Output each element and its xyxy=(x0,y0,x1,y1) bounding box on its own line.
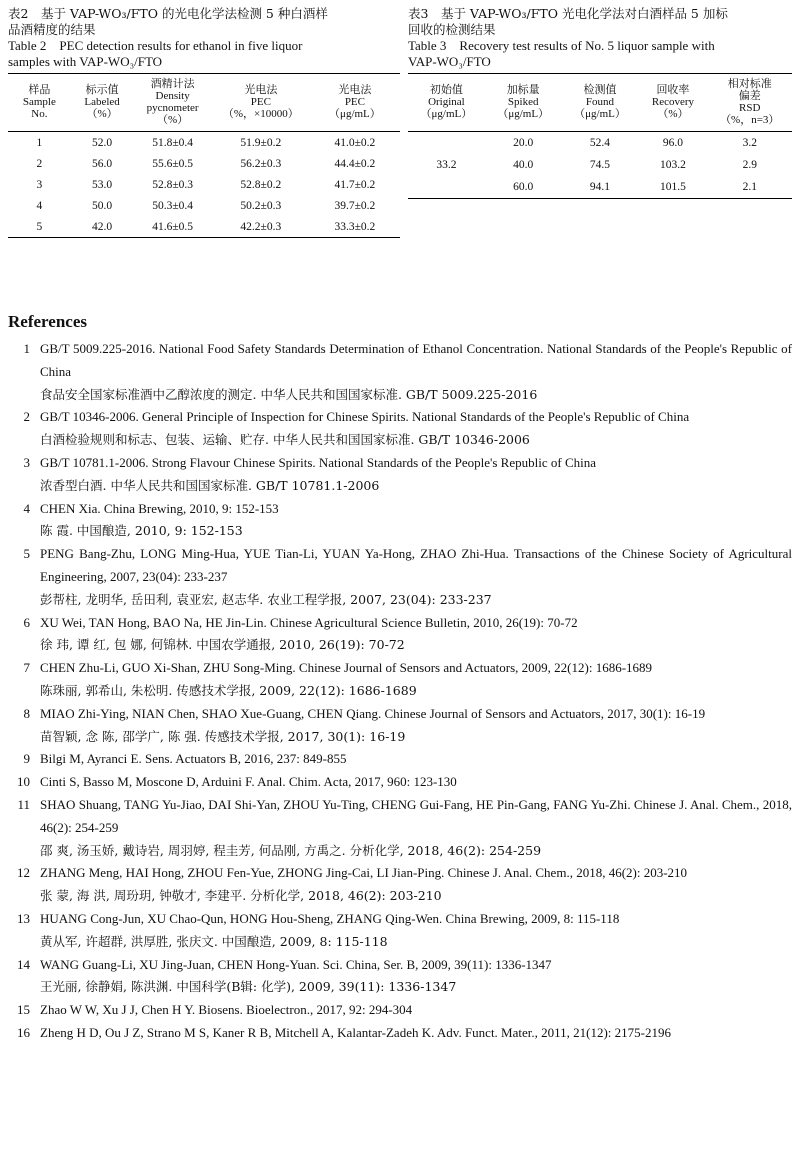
reference-item xyxy=(8,703,792,749)
reference-number: 5 xyxy=(23,546,30,562)
table-3 xyxy=(408,6,792,199)
reference-chinese: 浓香型白酒. 中华人民共和国国家标准. GB/T 10781.1-2006 xyxy=(40,477,380,493)
reference-item xyxy=(8,543,792,611)
reference-chinese: 白酒检验规则和标志、包装、运输、贮存. 中华人民共和国国家标准. GB/T 10346-2006 xyxy=(40,432,530,448)
table-cell: 3.2 xyxy=(742,137,757,149)
table-cell: 96.0 xyxy=(662,137,683,149)
table-cell: 41.6±0.5 xyxy=(152,220,194,233)
reference-english: PENG Bang-Zhu, LONG Ming-Hua, YUE Tian-Li, YUAN Ya-Hong, ZHAO Zhi-Hua. Transactions of the Chinese Society of Agricultural Engineering, 2007, 23(04): 233-237 xyxy=(40,546,792,584)
reference-item xyxy=(8,862,792,908)
table-cell: 52.4 xyxy=(589,137,611,149)
table-3-grid xyxy=(408,73,792,199)
reference-item xyxy=(8,406,792,452)
reference-number: 13 xyxy=(17,910,30,926)
table-cell: 44.4±0.2 xyxy=(334,157,376,170)
reference-item xyxy=(8,794,792,862)
table-cell: 51.9±0.2 xyxy=(240,136,282,149)
table-cell: 94.1 xyxy=(589,181,611,193)
table-2-header-labeled: 标示值 Labeled （%） xyxy=(84,84,120,120)
table-3-original-value: 33.2 xyxy=(436,159,457,171)
reference-number: 3 xyxy=(23,454,30,470)
table-cell: 33.3±0.2 xyxy=(334,220,376,233)
reference-chinese: 王光丽, 徐静娟, 陈洪渊. 中国科学(B辑: 化学), 2009, 39(11): 1336-1347 xyxy=(40,979,457,995)
table-cell: 55.6±0.5 xyxy=(152,157,194,170)
reference-english: Cinti S, Basso M, Moscone D, Arduini F. Anal. Chim. Acta, 2017, 960: 123-130 xyxy=(40,774,457,790)
table-cell: 52.8±0.2 xyxy=(240,178,282,191)
reference-number: 9 xyxy=(23,751,30,767)
table-cell: 52.8±0.3 xyxy=(152,178,194,191)
reference-english: GB/T 10781.1-2006. Strong Flavour Chinese Spirits. National Standards of the People's Republic of China xyxy=(40,454,596,470)
table-3-header-rsd: 相对标准 偏差 RSD （%，n=3） xyxy=(720,78,780,126)
references-list xyxy=(8,338,792,1045)
table-cell: 4 xyxy=(36,199,43,212)
reference-number: 4 xyxy=(23,500,30,516)
reference-english: GB/T 5009.225-2016. National Food Safety Standards Determination of Ethanol Concentration. National Standards of the People's Republic of China xyxy=(40,341,792,379)
table-cell: 40.0 xyxy=(513,159,534,171)
table-cell: 2 xyxy=(36,157,43,170)
reference-english: Bilgi M, Ayranci E. Sens. Actuators B, 2016, 237: 849-855 xyxy=(40,751,347,767)
reference-number: 11 xyxy=(17,796,30,812)
reference-english: GB/T 10346-2006. General Principle of Inspection for Chinese Spirits. National Standards of the People's Republic of China xyxy=(40,409,690,425)
references-section xyxy=(8,312,792,1045)
reference-chinese: 陈珠丽, 郭希山, 朱松明. 传感技术学报, 2009, 22(12): 1686-1689 xyxy=(40,682,417,698)
table-cell: 39.7±0.2 xyxy=(334,199,376,212)
reference-item xyxy=(8,908,792,954)
reference-item xyxy=(8,954,792,1000)
reference-item xyxy=(8,999,792,1022)
table-2-caption-cn-line1: 表2 基于 VAP-WO₃/FTO 的光电化学法检测 5 种白酒样 xyxy=(8,6,328,21)
table-2-header-sample: 样品 Sample No. xyxy=(22,84,56,120)
reference-english: WANG Guang-Li, XU Jing-Juan, CHEN Hong-Yuan. Sci. China, Ser. B, 2009, 39(11): 1336-1347 xyxy=(40,956,552,972)
reference-chinese: 邵 爽, 汤玉娇, 戴诗岩, 周羽婷, 程圭芳, 何品刚, 方禹之. 分析化学, 2018, 46(2): 254-259 xyxy=(40,842,542,858)
table-row xyxy=(8,153,400,174)
reference-chinese: 彭帮柱, 龙明华, 岳田利, 袁亚宏, 赵志华. 农业工程学报, 2007, 23(04): 233-237 xyxy=(40,591,492,607)
table-2-caption-en-line2: samples with VAP-WO₃/FTO xyxy=(8,54,163,69)
reference-english: Zhao W W, Xu J J, Chen H Y. Biosens. Bioelectron., 2017, 92: 294-304 xyxy=(40,1002,413,1018)
reference-number: 2 xyxy=(23,409,30,425)
table-2-header-pec-ugml: 光电法 PEC （μg/mL） xyxy=(329,84,381,120)
table-cell: 42.2±0.3 xyxy=(240,220,282,233)
reference-item xyxy=(8,452,792,498)
table-2-grid xyxy=(8,73,400,238)
table-2 xyxy=(8,6,400,238)
table-cell: 50.2±0.3 xyxy=(240,199,282,212)
table-row xyxy=(8,195,400,216)
table-row xyxy=(8,132,400,154)
table-cell: 50.0 xyxy=(92,199,113,212)
table-cell: 53.0 xyxy=(92,178,113,191)
reference-item xyxy=(8,748,792,771)
reference-chinese: 黄从军, 许超群, 洪厚胜, 张庆文. 中国酿造, 2009, 8: 115-118 xyxy=(40,933,388,949)
reference-english: HUANG Cong-Jun, XU Chao-Qun, HONG Hou-Sheng, ZHANG Qing-Wen. China Brewing, 2009, 8: 115-118 xyxy=(40,910,620,926)
table-cell: 1 xyxy=(36,136,43,149)
reference-item xyxy=(8,1022,792,1045)
table-cell: 74.5 xyxy=(589,159,611,171)
reference-chinese: 张 蒙, 海 洪, 周玢玥, 钟敬才, 李建平. 分析化学, 2018, 46(2): 203-210 xyxy=(40,888,442,904)
table-cell: 60.0 xyxy=(513,181,534,193)
table-3-header-spiked: 加标量 Spiked （μg/mL） xyxy=(497,84,550,120)
tables-region xyxy=(8,6,792,262)
reference-number: 14 xyxy=(17,956,30,972)
references-title: References xyxy=(8,312,87,331)
table-3-header-found: 检测值 Found （μg/mL） xyxy=(574,84,626,120)
table-cell: 41.7±0.2 xyxy=(334,178,376,191)
table-cell: 5 xyxy=(36,220,43,233)
table-2-caption-en-line1: Table 2 PEC detection results for ethanol in five liquor xyxy=(8,38,303,53)
reference-number: 6 xyxy=(23,614,30,630)
reference-item xyxy=(8,338,792,406)
table-cell: 52.0 xyxy=(92,136,113,149)
table-3-header-original: 初始值 Original （μg/mL） xyxy=(420,84,473,120)
table-2-caption-cn-line2: 品酒精度的结果 xyxy=(8,22,96,37)
reference-english: CHEN Zhu-Li, GUO Xi-Shan, ZHU Song-Ming. Chinese Journal of Sensors and Actuators, 2009, 22(12): 1686-1689 xyxy=(40,660,653,676)
table-cell: 56.2±0.3 xyxy=(240,157,282,170)
table-cell: 20.0 xyxy=(513,137,534,149)
table-cell: 42.0 xyxy=(92,220,113,233)
table-cell: 56.0 xyxy=(92,157,113,170)
reference-english: MIAO Zhi-Ying, NIAN Chen, SHAO Xue-Guang, CHEN Qiang. Chinese Journal of Sensors and Actuators, 2017, 30(1): 16-19 xyxy=(40,705,706,721)
reference-number: 8 xyxy=(23,705,30,721)
reference-item xyxy=(8,771,792,794)
reference-number: 10 xyxy=(17,774,30,790)
reference-chinese: 徐 玮, 谭 红, 包 娜, 何锦林. 中国农学通报, 2010, 26(19): 70-72 xyxy=(40,637,405,653)
reference-number: 7 xyxy=(23,660,30,676)
table-3-header-recovery: 回收率 Recovery （%） xyxy=(651,84,695,120)
table-cell: 103.2 xyxy=(660,159,686,171)
reference-english: SHAO Shuang, TANG Yu-Jiao, DAI Shi-Yan, ZHOU Yu-Ting, CHENG Gui-Fang, HE Pin-Gang, FANG Yu-Zhi. Chinese J. Anal. Chem., 2018, 46(2): 254-259 xyxy=(40,796,792,835)
table-3-caption-cn-line1: 表3 基于 VAP-WO₃/FTO 光电化学法对白酒样品 5 加标 xyxy=(408,6,728,21)
table-3-caption-cn-line2: 回收的检测结果 xyxy=(408,22,496,37)
reference-number: 12 xyxy=(17,865,30,881)
reference-number: 16 xyxy=(17,1024,30,1040)
reference-english: Zheng H D, Ou J Z, Strano M S, Kaner R B, Mitchell A, Kalantar-Zadeh K. Adv. Funct. Mater., 2011, 21(12): 2175-2196 xyxy=(40,1024,671,1040)
reference-chinese: 苗智颖, 念 陈, 邵学广, 陈 强. 传感技术学报, 2017, 30(1): 16-19 xyxy=(40,728,406,744)
table-cell: 2.9 xyxy=(742,159,757,171)
table-cell: 2.1 xyxy=(742,181,757,193)
reference-english: ZHANG Meng, HAI Hong, ZHOU Fen-Yue, ZHONG Jing-Cai, LI Jian-Ping. Chinese J. Anal. Chem., 2018, 46(2): 203-210 xyxy=(40,865,688,881)
table-3-header-row xyxy=(408,74,792,132)
reference-chinese: 食品安全国家标准酒中乙醇浓度的测定. 中华人民共和国国家标准. GB/T 5009.225-2016 xyxy=(40,386,538,402)
reference-item xyxy=(8,657,792,703)
reference-english: XU Wei, TAN Hong, BAO Na, HE Jin-Lin. Chinese Agricultural Science Bulletin, 2010, 26(19): 70-72 xyxy=(40,614,578,630)
table-2-header-pec-percent: 光电法 PEC （%，×10000） xyxy=(222,84,299,120)
reference-english: CHEN Xia. China Brewing, 2010, 9: 152-153 xyxy=(40,500,279,516)
table-row xyxy=(408,132,792,155)
table-2-header-density: 酒精计法 Density pycnometer （%） xyxy=(146,78,199,126)
reference-item xyxy=(8,612,792,658)
table-cell: 3 xyxy=(36,178,43,191)
table-cell: 41.0±0.2 xyxy=(334,136,376,149)
reference-number: 1 xyxy=(23,341,30,356)
table-row xyxy=(8,216,400,238)
table-cell: 50.3±0.4 xyxy=(152,199,194,212)
table-cell: 51.8±0.4 xyxy=(152,136,194,149)
table-3-caption-en-line1: Table 3 Recovery test results of No. 5 liquor sample with xyxy=(408,38,715,53)
table-cell: 101.5 xyxy=(660,181,686,193)
reference-item xyxy=(8,498,792,544)
reference-number: 15 xyxy=(17,1002,30,1018)
table-3-caption-en-line2: VAP-WO₃/FTO xyxy=(408,54,491,69)
table-2-header-row xyxy=(8,74,400,132)
table-row xyxy=(8,174,400,195)
reference-chinese: 陈 霞. 中国酿造, 2010, 9: 152-153 xyxy=(40,523,243,539)
